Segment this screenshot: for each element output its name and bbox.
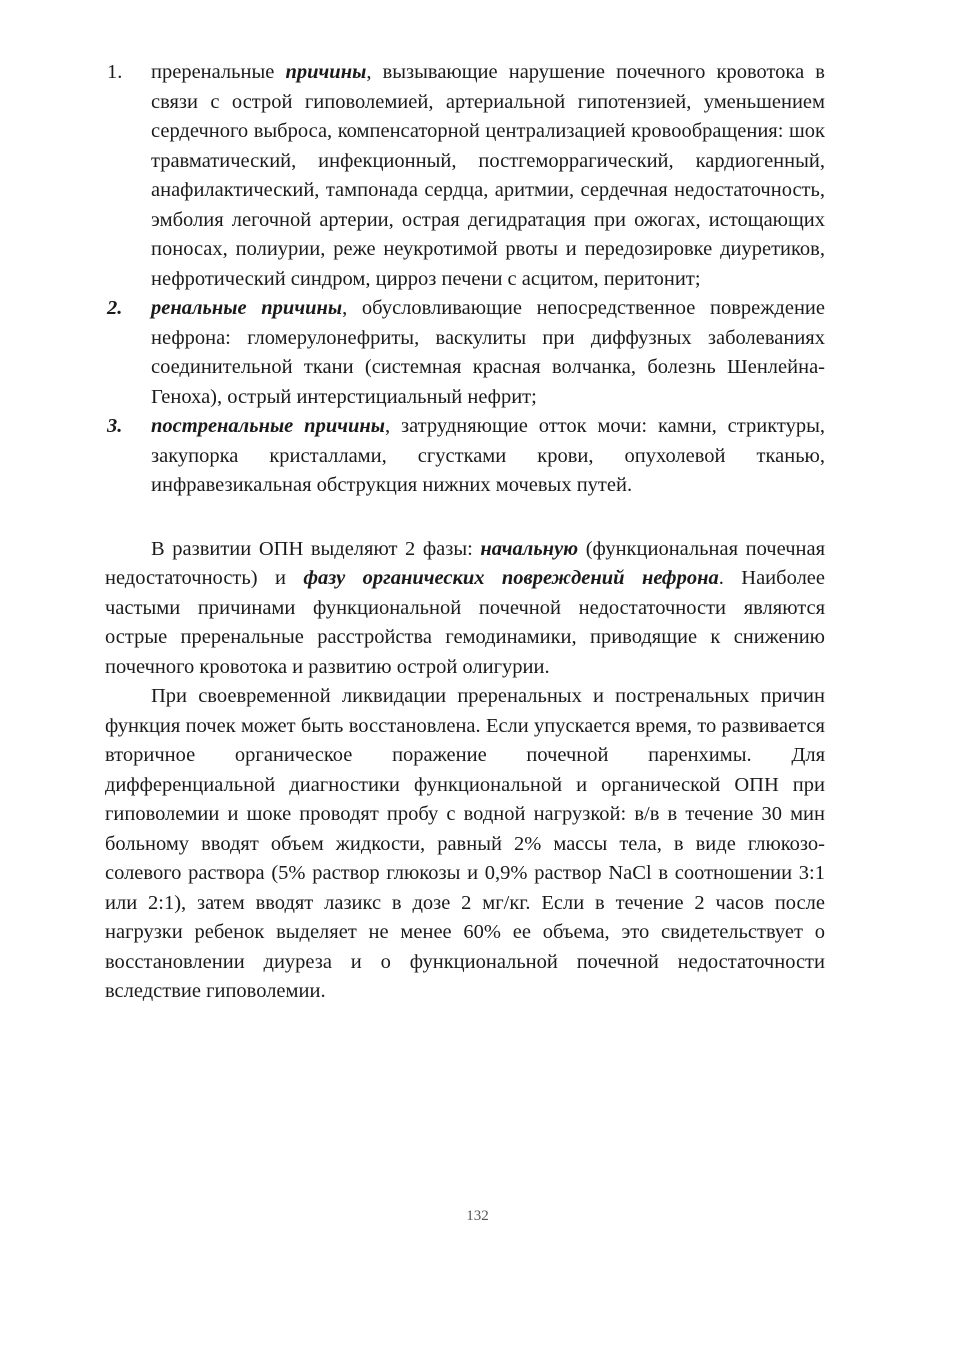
list-item — [105, 58, 825, 294]
list-lead: преренальные — [151, 61, 286, 83]
para-text: . Наиболее частыми причинами функциональной почечной недостаточности являются острые преренальные расстройства гемодинамики, приводящие к снижению почечного кровотока и развитию острой олигурии. — [105, 567, 825, 678]
causes-list — [105, 58, 825, 501]
list-number: 1. — [107, 61, 123, 83]
para-text: (функциональная почечная недостаточность) и — [105, 537, 825, 589]
list-term: причины — [285, 61, 367, 83]
list-text: , вызывающие нарушение почечного кровотока в связи с острой гиповолемией, артериальной гипотензией, уменьшением сердечного выброса, компенсаторной централизацией кровообращения: шок травматический, инфекционный, постгеморрагический, кардиогенный, анафилактический, тампонада сердца, аритмии, сердечная недостаточность, эмболия легочной артерии, острая дегидратация при ожогах, истощающих поносах, полиурии, реже неукротимой рвоты и передозировке диуретиков, нефротический синдром, цирроз печени с асцитом, перитонит; — [151, 61, 825, 290]
page-number: 132 — [466, 1208, 489, 1224]
list-item — [105, 294, 825, 412]
list-term: ренальные причины — [151, 297, 343, 319]
list-item — [105, 412, 825, 501]
text-body — [105, 58, 825, 1007]
list-text: , обусловливающие непосредственное повреждение нефрона: гломерулонефриты, васкулиты при диффузных заболеваниях соединительной ткани (системная красная волчанка, болезнь Шенлейна-Геноха), острый интерстициальный нефрит; — [151, 297, 825, 408]
list-text: , затрудняющие отток мочи: камни, стриктуры, закупорка кристаллами, сгустками крови, опухолевой тканью, инфравезикальная обструкция нижних мочевых путей. — [151, 415, 825, 496]
list-number: 3. — [107, 415, 123, 437]
paragraph-water-test: При своевременной ликвидации преренальных и постренальных причин функция почек может быть восстановлена. Если упускается время, то развивается вторичное органическое поражение почечной паренхимы. Для дифференциальной диагностики функциональной и органической ОПН при гиповолемии и шоке проводят пробу с водной нагрузкой: в/в в течение 30 мин больному вводят объем жидкости, равный 2% массы тела, в виде глюкозо-солевого раствора (5% раствор глюкозы и 0,9% раствор NaCl в соотношении 3:1 или 2:1), затем вводят лазикс в дозе 2 мг/кг. Если в течение 2 часов после нагрузки ребенок выделяет не менее 60% ее объема, это свидетельствует о восстановлении диуреза и о функциональной почечной недостаточности вследствие гиповолемии. — [105, 685, 825, 1002]
paragraph-phases — [105, 535, 825, 683]
list-number: 2. — [107, 297, 123, 319]
para-term: фазу органических повреждений нефрона — [303, 567, 719, 589]
para-text: В развитии ОПН выделяют 2 фазы: — [151, 537, 481, 560]
para-term: начальную — [480, 537, 579, 560]
list-term: постренальные причины — [151, 415, 385, 437]
